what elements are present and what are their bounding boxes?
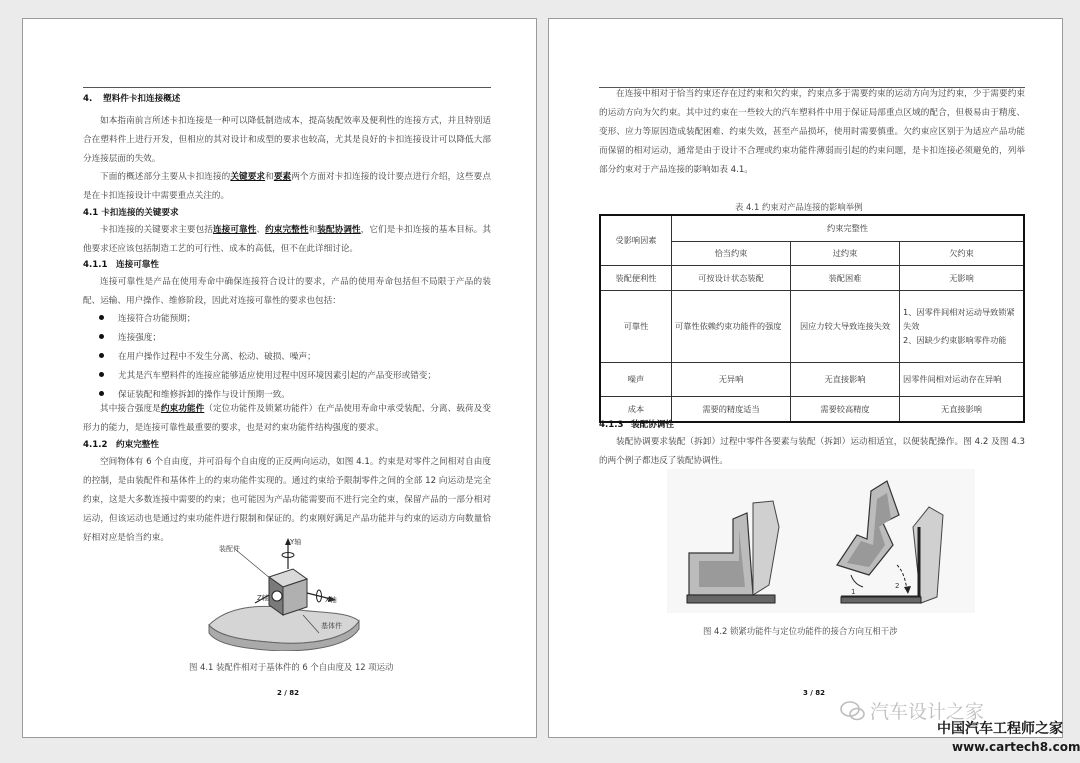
- document-page-left: [22, 18, 537, 738]
- table-cell: 因零件间相对运动存在异响: [900, 362, 1025, 396]
- header-rule: [83, 87, 491, 88]
- table-cell: 1、因零件间相对运动导致锁紧失效 2、因缺少约束影响零件功能: [900, 290, 1025, 362]
- subsection-number-4-1-3: 4.1.3: [599, 420, 624, 430]
- table-cell: 无影响: [900, 265, 1025, 290]
- table-cell: 无直接影响: [791, 362, 900, 396]
- table-row: [600, 290, 1024, 362]
- page-number: 3 / 82: [803, 689, 826, 697]
- figure-label-2: 2: [895, 582, 900, 590]
- figure-label-x-axis: X轴: [325, 596, 337, 604]
- subsection-4-1-paragraph: 卡扣连接的关键要求主要包括连接可靠性、约束完整性和装配协调性，它们是卡扣连接的基本目标。其他要求还应该包括制造工艺的可行性、成本的高低，但不在此详细讨论。: [83, 225, 491, 254]
- bullet-item: 尤其是汽车塑料件的连接应能够适应使用过程中因环境因素引起的产品变形或错变；: [99, 369, 436, 381]
- table-cell: 可靠性依赖约束功能件的强度: [672, 290, 791, 362]
- bullet-item: 保证装配和维修拆卸的操作与设计预期一致。: [99, 388, 290, 400]
- subsection-number-4-1-1: 4.1.1: [83, 260, 108, 270]
- table-cell: 需要较高精度: [791, 396, 900, 422]
- watermark-site-name: 中国汽车工程师之家: [937, 721, 1063, 737]
- bullet-dot-icon: [99, 391, 104, 396]
- subsection-title-4-1-3: 装配协调性: [631, 420, 674, 430]
- subsection-title-4-1: 4.1 卡扣连接的关键要求: [83, 208, 179, 218]
- intro-paragraph-1: 如本指南前言所述卡扣连接是一种可以降低制造成本，提高装配效率及便利性的连接方式，并且特别适合在塑料件上进行开发，但相应的其对设计和成型的要求也较高，尤其是良好的卡扣连接设计可以降低大部分连接层面的失效。: [83, 116, 491, 164]
- table-cell: 需要的精度适当: [672, 396, 791, 422]
- table-cell: 无异响: [672, 362, 791, 396]
- document-page-right: [548, 18, 1063, 738]
- table-col-header: 过约束: [791, 241, 900, 265]
- figure-label-1: 1: [851, 588, 856, 596]
- table-header-row: [600, 215, 1024, 241]
- table-header-group: 约束完整性: [672, 215, 1025, 241]
- figure-4-1-caption: 图 4.1 装配件相对于基体件的 6 个自由度及 12 项运动: [189, 662, 394, 672]
- table-cell-factor: 装配便利性: [600, 265, 672, 290]
- table-col-header: 恰当约束: [672, 241, 791, 265]
- table-cell-factor: 成本: [600, 396, 672, 422]
- bullet-dot-icon: [99, 372, 104, 377]
- table-row: [600, 265, 1024, 290]
- constraint-effects-table: [599, 214, 1025, 423]
- subsection-number-4-1-2: 4.1.2: [83, 440, 108, 450]
- figure-4-2-interference-diagram: [661, 467, 981, 615]
- subsection-title-4-1-2: 约束完整性: [116, 440, 159, 450]
- figure-label-assembly: 装配件: [219, 545, 240, 553]
- figure-label-z-axis: Z轴: [257, 594, 269, 602]
- table-header-factor: 受影响因素: [600, 215, 672, 265]
- section-number: 4.: [83, 94, 93, 104]
- table-4-1-caption: 表 4.1 约束对产品连接的影响举例: [735, 202, 863, 212]
- reliability-paragraph: 连接可靠性是产品在使用寿命中确保连接符合设计的要求，产品的使用寿命包括但不局限于产品的装配、运输、用户操作、维修阶段，因此对连接可靠性的要求也包括：: [83, 277, 491, 306]
- watermark-url: www.cartech8.com: [952, 740, 1080, 754]
- table-row: [600, 362, 1024, 396]
- bullet-dot-icon: [99, 353, 104, 358]
- table-cell: 装配困难: [791, 265, 900, 290]
- table-cell-factor: 噪声: [600, 362, 672, 396]
- bullet-item: 连接强度；: [99, 331, 161, 343]
- constraint-paragraph: 空间物体有 6 个自由度，并可沿每个自由度的正反两向运动，如图 4.1。约束是对零件之间相对自由度的控制，是由装配件和基体件上的约束功能件实现的。通过约束给予限制零件之间的全部 12 向运动是完全约束，这是大多数连接中需要的约束；也可能因为产品功能需要而不进行完全约束，保留产品的一部分相对运动，但该运动也是通过约束功能件进行限制和保证的。约束刚好满足产品功能并与约束的运动方向数量恰好相对应是恰当约束。: [83, 457, 491, 543]
- intro-paragraph-2: 下面的概述部分主要从卡扣连接的关键要求和要素两个方面对卡扣连接的设计要点进行介绍，这些要点是在卡扣连接设计中需要重点关注的。: [83, 172, 491, 201]
- watermark-brand: 汽车设计之家: [870, 701, 985, 723]
- over-under-constraint-paragraph: 在连接中相对于恰当约束还存在过约束和欠约束，约束点多于需要约束的运动方向为过约束，少于需要约束的运动方向为欠约束。其中过约束在一些较大的汽车塑料件中用于保证局部重点区域的配合，但极易由于精度、变形、应力等原因造成装配困难、约束失效，甚至产品损坏，使用时需要慎重。欠约束应区别于为适应产品功能而保留的相对运动，通常是由于设计不合理或约束功能件薄弱而引起的约束问题，是卡扣连接必须避免的，列举部分约束对于产品连接的影响如表 4.1。: [599, 89, 1025, 175]
- figure-label-base: 基体件: [321, 622, 342, 630]
- table-col-header: 欠约束: [900, 241, 1025, 265]
- table-row: [600, 396, 1024, 422]
- strength-paragraph: 其中接合强度是约束功能件（定位功能件及锁紧功能件）在产品使用寿命中承受装配、分离、载荷及变形力的能力，是连接可靠性最重要的要求，也是对约束功能件结构强度的要求。: [83, 404, 491, 433]
- subsection-title-4-1-1: 连接可靠性: [116, 260, 159, 270]
- assembly-coordination-paragraph: 装配协调要求装配（拆卸）过程中零件各要素与装配（拆卸）运动相适宜，以便装配操作。图 4.2 及图 4.3 的两个例子都违反了装配协调性。: [599, 437, 1025, 466]
- section-title: 塑料件卡扣连接概述: [103, 94, 181, 104]
- table-cell: 无直接影响: [900, 396, 1025, 422]
- figure-4-2-caption: 图 4.2 锁紧功能件与定位功能件的接合方向互相干涉: [703, 626, 898, 636]
- bullet-item: 连接符合功能预期；: [99, 312, 195, 324]
- bullet-dot-icon: [99, 315, 104, 320]
- wechat-logo-icon: [840, 700, 866, 722]
- bullet-item: 在用户操作过程中不发生分离、松动、破损、噪声；: [99, 350, 316, 362]
- table-cell: 因应力较大导致连接失效: [791, 290, 900, 362]
- page-number: 2 / 82: [277, 689, 300, 697]
- figure-label-y-axis: Y轴: [290, 538, 302, 546]
- table-cell: 可按设计状态装配: [672, 265, 791, 290]
- table-cell-factor: 可靠性: [600, 290, 672, 362]
- bullet-dot-icon: [99, 334, 104, 339]
